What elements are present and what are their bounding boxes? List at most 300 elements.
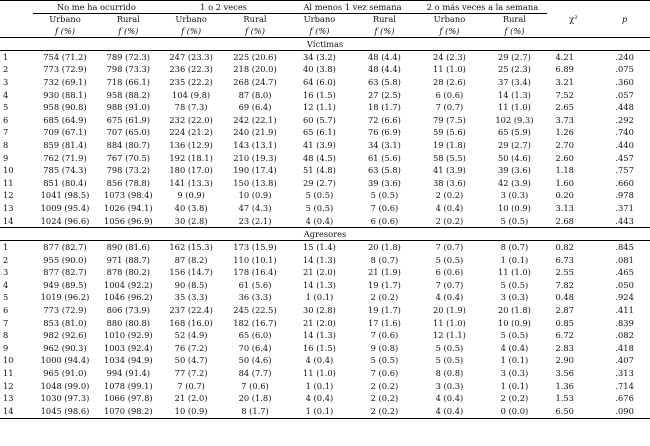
p-value: .443 [615,215,634,226]
chi-square-value: 6.72 [555,330,574,341]
table-row [0,177,650,190]
frequency-cell: 877 (82.7) [43,267,87,278]
frequency-cell: 225 (20.6) [233,51,277,62]
p-value: .839 [615,317,634,328]
chi-square-value: 2.70 [555,139,574,150]
subheader-rural: Rural [116,14,140,24]
frequency-cell: 5 (0.5) [500,215,529,226]
frequency-cell: 21 (2.0) [174,393,208,404]
frequency-cell: 1 (0.1) [500,380,529,391]
stat-header: f (%) [223,25,288,38]
frequency-cell: 5 (0.5) [305,190,334,201]
table-row [0,329,650,342]
chi-square-value: 0.20 [555,190,574,201]
frequency-cell: 8 (0.8) [435,368,464,379]
p-value: .457 [615,152,634,163]
frequency-cell: 30 (2.8) [303,305,336,316]
frequency-cell: 190 (17.4) [233,165,277,176]
frequency-cell: 3 (0.3) [435,380,464,391]
frequency-cell: 47 (4.3) [238,202,272,213]
frequency-cell: 4 (0.4) [305,355,334,366]
p-value: .676 [615,393,634,404]
p-value: .418 [615,342,634,353]
frequency-cell: 2 (0.2) [370,393,399,404]
table-row [0,76,650,89]
frequency-cell: 50 (4.6) [497,152,531,163]
frequency-cell: 767 (70.5) [106,152,151,163]
subheader-rural: Rural [372,14,397,24]
frequency-cell: 51 (4.8) [303,165,336,176]
p-value: .313 [615,368,634,379]
p-value: .740 [615,127,634,138]
frequency-cell: 14 (1.3) [303,330,336,341]
frequency-cell: 16 (1.5) [303,342,336,353]
subheader-urbano: Urbano [433,14,466,24]
frequency-cell: 988 (91.0) [106,102,151,113]
item-header [0,1,33,14]
frequency-cell: 178 (16.4) [233,267,277,278]
frequency-cell: 2 (0.2) [370,380,399,391]
item-number: 3 [3,267,9,278]
frequency-cell: 2 (0.2) [351,405,417,418]
frequency-cell: 1078 (99.1) [103,380,153,391]
frequency-cell: 6 (0.6) [435,267,464,278]
frequency-cell: 877 (82.7) [43,242,87,253]
frequency-cell: 675 (61.9) [106,114,151,125]
p-value: .448 [615,102,634,113]
frequency-cell: 1019 (96.2) [40,292,90,303]
frequency-cell: 102 (9.3) [495,114,534,125]
item-number: 13 [3,202,14,213]
table-row [0,355,650,368]
chi-square-value: 3.21 [555,76,574,87]
section-header [0,38,650,51]
table-row [0,304,650,317]
frequency-cell: 8 (1.7) [223,405,288,418]
frequency-cell: 1056 (96.9) [103,215,153,226]
frequency-cell: 773 (72.9) [43,64,87,75]
frequency-cell: 4 (0.4) [305,393,334,404]
chi-square-header: χ² [547,1,599,38]
frequency-cell: 707 (65.0) [106,127,151,138]
frequency-cell: 949 (89.5) [43,279,87,290]
item-number: 9 [3,342,9,353]
frequency-cell: 5 (0.5) [500,279,529,290]
chi-square-value: 2.60 [555,152,574,163]
frequency-cell: 218 (20.0) [233,64,277,75]
frequency-cell: 1000 (94.4) [40,355,90,366]
frequency-cell: 955 (90.0) [43,254,87,265]
frequency-cell: 37 (3.4) [497,76,531,87]
p-value: .411 [615,305,634,316]
frequency-cell: 19 (1.8) [432,139,466,150]
frequency-cell: 890 (81.6) [106,242,151,253]
p-value: .081 [615,254,634,265]
frequency-cell: 930 (88.1) [43,89,87,100]
frequency-cell: 1024 (96.6) [40,215,90,226]
frequency-cell: 24 (2.3) [432,51,466,62]
frequency-cell: 1070 (98.2) [97,405,160,418]
frequency-cell: 1 (0.1) [500,355,529,366]
p-value: .978 [615,190,634,201]
stat-header: f (%) [481,25,547,38]
frequency-cell: 104 (9.8) [172,89,211,100]
frequency-cell: 982 (92.6) [43,330,87,341]
chi-square-value: 2.65 [555,102,574,113]
p-value: .440 [615,139,634,150]
section-header [0,228,650,241]
frequency-cell: 1 (0.1) [288,405,352,418]
frequency-cell: 4 (0.4) [417,405,481,418]
frequency-cell: 247 (23.3) [169,51,213,62]
section-title: Agresores [0,228,650,241]
frequency-cell: 958 (90.8) [43,102,87,113]
table-row [0,190,650,203]
frequency-cell: 60 (5.7) [303,114,336,125]
frequency-cell: 41 (3.9) [303,139,336,150]
chi-square-value: 0.85 [555,317,574,328]
subheader-urbano: Urbano [175,14,207,24]
frequency-cell: 789 (72.3) [106,51,151,62]
frequency-cell: 8 (0.7) [370,254,399,265]
table-row [0,89,650,102]
chi-square-value: 3.73 [555,114,574,125]
frequency-cell: 20 (1.8) [238,393,272,404]
frequency-cell: 20 (1.8) [497,305,531,316]
frequency-cell: 878 (80.2) [106,267,151,278]
frequency-cell: 1026 (94.1) [103,202,153,213]
frequency-cell: 1009 (95.4) [40,202,90,213]
frequency-cell: 87 (8.0) [238,89,272,100]
item-number: 1 [3,51,9,62]
frequency-cell: 3 (0.3) [500,368,529,379]
frequency-cell: 19 (1.7) [368,279,401,290]
frequency-cell: 958 (88.2) [106,89,151,100]
frequency-cell: 30 (2.8) [174,215,208,226]
frequency-cell: 50 (4.6) [238,355,272,366]
frequency-cell: 4 (0.4) [305,215,334,226]
chi-square-value: 2.90 [555,355,574,366]
frequency-cell: 21 (2.0) [303,317,336,328]
frequency-cell: 21 (1.9) [368,267,401,278]
frequency-cell: 245 (22.5) [233,305,277,316]
frequency-cell: 7 (0.7) [177,380,205,391]
stat-header: f (%) [351,25,417,38]
frequency-cell: 2 (0.2) [370,292,399,303]
frequency-cell: 72 (6.6) [368,114,401,125]
item-number: 9 [3,152,9,163]
frequency-cell: 59 (5.6) [432,127,466,138]
frequency-cell: 19 (1.7) [368,305,401,316]
frequency-cell: 36 (3.3) [238,292,272,303]
table-row [0,392,650,405]
item-number: 10 [3,355,14,366]
frequency-cell: 11 (1.0) [497,267,531,278]
p-value: .371 [615,202,634,213]
item-number: 2 [3,64,9,75]
frequency-cell: 34 (3.2) [303,51,336,62]
frequency-cell: 1066 (97.8) [103,393,153,404]
frequency-cell: 20 (1.8) [368,242,401,253]
frequency-cell: 11 (1.0) [432,317,466,328]
frequency-cell: 718 (66.1) [106,76,151,87]
frequency-cell: 709 (67.1) [43,127,87,138]
table-row [0,164,650,177]
p-value: .075 [615,64,634,75]
frequency-cell: 40 (3.8) [303,64,336,75]
p-value: .050 [615,279,634,290]
p-value: .407 [615,355,634,366]
group-header: 2 o más veces a la semana [417,1,547,14]
frequency-cell: 29 (2.7) [497,51,531,62]
frequency-cell: 5 (0.5) [500,330,529,341]
p-value: .090 [599,405,650,418]
frequency-cell: 64 (6.0) [303,76,336,87]
item-number: 8 [3,330,9,341]
frequency-cell: 806 (73.9) [106,305,151,316]
frequency-cell: 61 (5.6) [238,279,272,290]
table-row [0,267,650,280]
table-row [0,139,650,152]
chi-square-value: 0.48 [555,292,574,303]
item-number: 7 [3,127,9,138]
chi-square-value: 1.18 [555,165,574,176]
frequency-cell: 1 (0.1) [500,254,529,265]
frequency-cell: 20 (1.9) [432,305,466,316]
frequency-cell: 224 (21.2) [169,127,213,138]
frequency-cell: 52 (4.9) [174,330,208,341]
frequency-cell: 27 (2.5) [368,89,401,100]
chi-square-value: 2.83 [555,342,574,353]
frequency-cell: 685 (64.9) [43,114,87,125]
frequency-cell: 3 (0.3) [500,190,529,201]
item-number: 5 [3,102,9,113]
stat-header: f (%) [97,25,160,38]
frequency-cell: 785 (74.3) [43,165,87,176]
frequency-cell: 4 (0.4) [435,292,464,303]
item-number: 12 [3,380,14,391]
frequency-cell: 11 (1.0) [432,64,466,75]
frequency-cell: 14 (1.3) [303,279,336,290]
frequency-cell: 7 (0.6) [370,368,399,379]
frequency-cell: 48 (4.4) [368,51,401,62]
frequency-cell: 18 (1.7) [368,102,401,113]
frequency-cell: 1045 (98.6) [33,405,97,418]
chi-square-value: 7.82 [555,279,574,290]
frequency-cell: 9 (0.9) [177,190,205,201]
item-number: 2 [3,254,9,265]
chi-square-value: 3.56 [555,368,574,379]
frequency-cell: 70 (6.4) [238,342,272,353]
frequency-cell: 884 (80.7) [106,139,151,150]
item-number: 7 [3,317,9,328]
frequency-cell: 180 (17.0) [169,165,213,176]
frequency-cell: 143 (13.1) [233,139,277,150]
p-value: .465 [615,267,634,278]
table-row [0,279,650,292]
item-number: 1 [3,242,9,253]
frequency-cell: 14 (1.3) [303,254,336,265]
frequency-cell: 965 (91.0) [43,368,87,379]
frequency-cell: 851 (80.4) [43,177,87,188]
frequency-cell: 9 (0.8) [370,342,399,353]
frequency-cell: 173 (15.9) [233,242,277,253]
frequency-cell: 5 (0.5) [370,190,399,201]
frequency-cell: 236 (22.3) [169,64,213,75]
item-number: 13 [3,393,14,404]
frequency-cell: 84 (7.7) [238,368,272,379]
p-value: .714 [615,380,634,391]
item-number: 5 [3,292,9,303]
frequency-cell: 150 (13.8) [233,177,277,188]
frequency-cell: 235 (22.2) [169,76,213,87]
item-number: 14 [3,215,14,226]
chi-square-value: 1.36 [555,380,574,391]
frequency-cell: 3 (0.3) [500,292,529,303]
frequency-cell: 8 (0.7) [500,242,529,253]
frequency-cell: 0 (0.0) [481,405,547,418]
frequency-cell: 11 (1.0) [303,368,336,379]
frequency-cell: 7 (0.7) [435,242,464,253]
frequency-cell: 65 (6.0) [238,330,272,341]
table-body [0,38,650,419]
table-row [0,254,650,267]
p-value: .757 [615,165,634,176]
subheader-urbano: Urbano [303,14,336,24]
item-number: 4 [3,89,9,100]
frequency-cell: 4 (0.4) [435,202,464,213]
frequency-cell: 41 (3.9) [432,165,466,176]
table-row [0,405,650,418]
item-number: 3 [3,76,9,87]
stat-header: f (%) [288,25,352,38]
frequency-cell: 79 (7.5) [432,114,466,125]
frequency-cell: 48 (4.4) [368,64,401,75]
stat-header: f (%) [160,25,223,38]
frequency-cell: 10 (0.9) [238,190,272,201]
table-row [0,342,650,355]
item-number: 6 [3,114,9,125]
frequency-cell: 58 (5.5) [432,152,466,163]
frequency-cell: 10 (0.9) [497,202,531,213]
frequency-cell: 7 (0.6) [241,380,269,391]
frequency-cell: 1048 (99.0) [40,380,90,391]
item-number: 6 [3,305,9,316]
table-row [0,51,650,64]
chi-square-value: 3.13 [555,202,574,213]
group-header: 1 o 2 veces [160,1,288,14]
frequency-cell: 2 (0.2) [435,215,464,226]
frequency-cell: 1041 (98.5) [40,190,90,201]
item-number: 4 [3,279,9,290]
p-value: .360 [615,76,634,87]
chi-square-value: 6.73 [555,254,574,265]
chi-square-value: 1.60 [555,177,574,188]
frequency-cell: 16 (1.5) [303,89,336,100]
subheader-rural: Rural [243,14,267,24]
table-row [0,241,650,254]
frequency-cell: 2 (0.2) [500,393,529,404]
frequency-cell: 7 (0.7) [435,279,464,290]
frequency-cell: 1003 (92.4) [103,342,153,353]
table-row [0,380,650,393]
frequency-cell: 17 (1.6) [368,317,401,328]
p-value: .660 [615,177,634,188]
chi-square-value: 2.68 [555,215,574,226]
frequency-cell: 5 (0.5) [435,342,464,353]
table-row [0,114,650,127]
frequency-cell: 856 (78.8) [106,177,151,188]
frequency-cell: 182 (16.7) [233,317,277,328]
frequency-cell: 268 (24.7) [233,76,277,87]
frequency-cell: 23 (2.1) [238,215,272,226]
frequency-cell: 14 (1.3) [497,89,531,100]
frequency-cell: 50 (4.7) [174,355,208,366]
frequency-cell: 853 (81.0) [43,317,87,328]
frequency-cell: 798 (73.3) [106,64,151,75]
section-title: Víctimas [0,38,650,51]
frequency-cell: 168 (16.0) [169,317,213,328]
frequency-cell: 11 (1.0) [497,102,531,113]
frequency-cell: 110 (10.1) [233,254,277,265]
chi-square-value: 6.50 [547,405,599,418]
frequency-cell: 240 (21.9) [233,127,277,138]
frequency-cell: 28 (2.6) [432,76,466,87]
chi-square-value: 1.26 [555,127,574,138]
frequency-cell: 859 (81.4) [43,139,87,150]
p-value: .924 [615,292,634,303]
frequency-cell: 65 (6.1) [303,127,336,138]
item-number: 12 [3,190,14,201]
frequency-cell: 87 (8.2) [174,254,208,265]
frequency-cell: 1 (0.1) [305,380,334,391]
frequency-cell: 141 (13.3) [169,177,213,188]
frequency-cell: 4 (0.4) [500,342,529,353]
frequency-cell: 1034 (94.9) [103,355,153,366]
frequency-cell: 962 (90.3) [43,342,87,353]
frequency-cell: 754 (71.2) [43,51,87,62]
stat-header: f (%) [33,25,97,38]
frequency-cell: 63 (5.8) [368,76,401,87]
frequency-cell: 1004 (92.2) [103,279,153,290]
frequency-cell: 29 (2.7) [303,177,336,188]
stat-header: f (%) [417,25,481,38]
frequency-cell: 76 (7.2) [174,342,208,353]
p-value: .057 [615,89,634,100]
subheader-rural: Rural [502,14,526,24]
frequency-cell: 12 (1.1) [432,330,466,341]
frequency-cell: 10 (0.9) [160,405,223,418]
frequency-cell: 69 (6.4) [238,102,272,113]
frequency-cell: 29 (2.7) [497,139,531,150]
chi-square-value: 6.89 [555,64,574,75]
frequency-cell: 773 (72.9) [43,305,87,316]
frequency-cell: 42 (3.9) [497,177,531,188]
table-row [0,292,650,305]
frequency-cell: 237 (22.4) [169,305,213,316]
frequency-cell: 39 (3.6) [368,177,401,188]
table-row [0,101,650,114]
frequency-cell: 762 (71.9) [43,152,87,163]
frequency-cell: 25 (2.3) [497,64,531,75]
frequency-cell: 65 (5.9) [497,127,531,138]
chi-square-value: 7.52 [555,89,574,100]
p-value: .082 [615,330,634,341]
chi-square-value: 2.55 [555,267,574,278]
frequency-cell: 4 (0.4) [435,393,464,404]
frequency-cell: 35 (3.3) [174,292,208,303]
frequency-cell: 39 (3.6) [497,165,531,176]
